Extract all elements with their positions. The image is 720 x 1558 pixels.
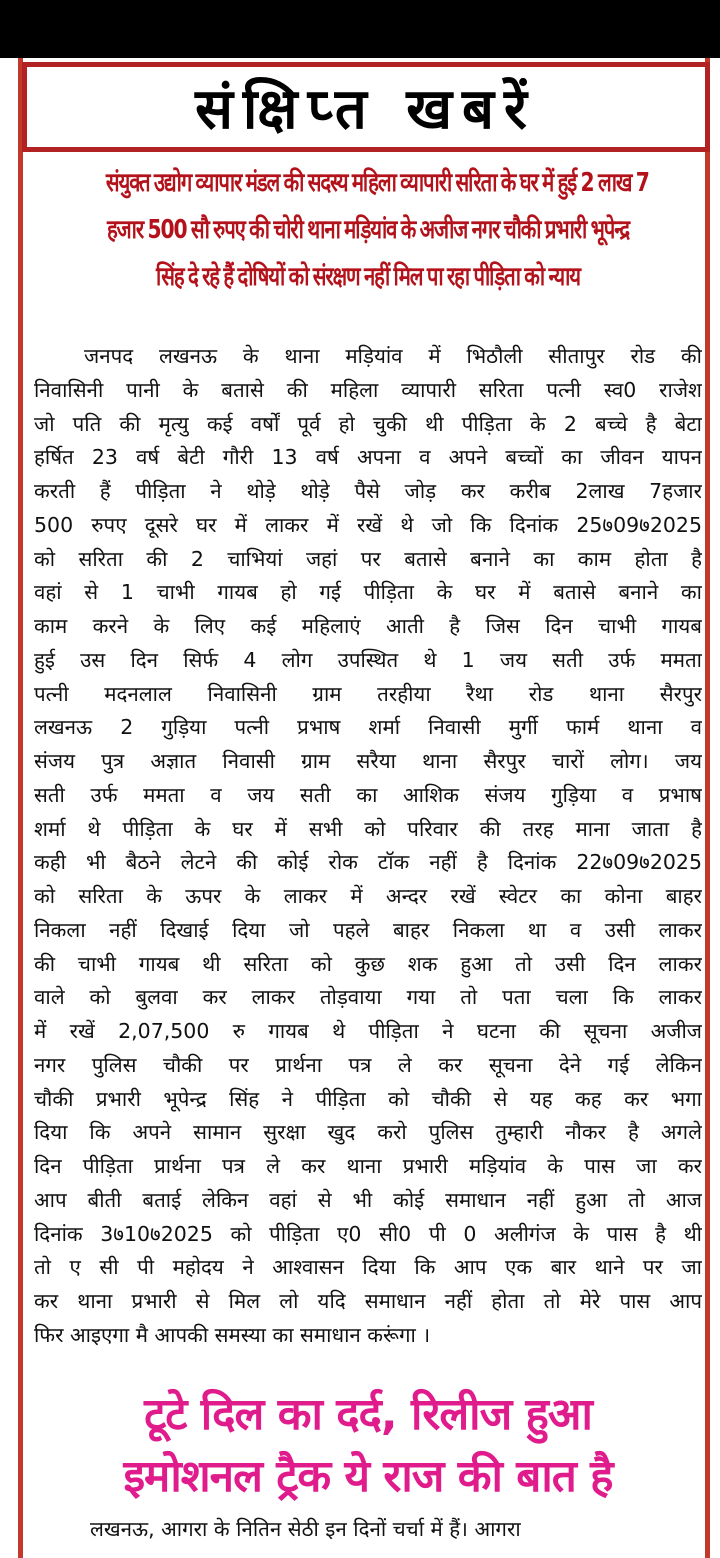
article-line: में रखें 2,07,500 रु गायब थे पीड़िता ने घटना की सूचना अजीज: [34, 1019, 702, 1043]
article-line: वाले को बुलवा कर लाकर तोड़वाया गया तो पता चला कि लाकर: [34, 985, 702, 1010]
article-body: [34, 340, 702, 1353]
article-line: कही भी बैठने लेटने की कोई रोक टॉक नहीं है दिनांक 22७09७2025: [34, 850, 702, 875]
article-line: 500 रुपए दूसरे घर में लाकर में रखें थे जो कि दिनांक 25७09७2025: [34, 512, 702, 537]
news-headline: [105, 160, 649, 300]
headline-line: हजार 500 सौ रुपए की चोरी थाना मड़ियांव के अजीज नगर चौकी प्रभारी भूपेन्द्र: [106, 214, 630, 245]
article-line: को सरिता के ऊपर के लाकर में अन्दर रखें स्वेटर का कोना बाहर: [34, 884, 702, 908]
article-line: सती उर्फ ममता व जय सती का आशिक संजय गुड़िया व प्रभाष: [34, 782, 702, 807]
headline-line: संयुक्त उद्योग व्यापार मंडल की सदस्य महिला व्यापारी सरिता के घर में हुई 2 लाख 7: [105, 168, 649, 198]
article-line: दिनांक 3७10७2025 को पीड़िता ए0 सी0 पी 0 अलीगंज के पास है थी: [34, 1221, 702, 1246]
subhead-line: टूटे दिल का दर्द, रिलीज हुआ: [144, 1389, 592, 1440]
article-line: हुई उस दिन सिर्फ 4 लोग उपस्थित थे 1 जय सती उर्फ ममता: [34, 647, 702, 672]
article-line: जो पति की मृत्यु कई वर्षों पूर्व हो चुकी थी पीड़िता के 2 बच्चे है बेटा: [34, 411, 702, 436]
article-line: हर्षित 23 वर्ष बेटी गौरी 13 वर्ष अपना व अपने बच्चों का जीवन यापन: [34, 445, 702, 470]
masthead-title: संक्षिप्त खबरें: [195, 76, 537, 142]
article-line: दिया कि अपने सामान सुरक्षा खुद करो पुलिस तुम्हारी नौकर है अगले: [34, 1120, 702, 1145]
article-line: काम करने के लिए कई महिलाएं आती है जिस दिन चाभी गायब: [34, 614, 702, 638]
masthead-box: [22, 62, 710, 152]
article-line: फिर आइएगा मै आपकी समस्या का समाधान करूंगा ।: [34, 1322, 431, 1347]
second-story-text: लखनऊ, आगरा के नितिन सेठी इन दिनों चर्चा में हैं। आगरा: [90, 1517, 521, 1541]
article-line: वहां से 1 चाभी गायब हो गई पीड़िता के घर में बतासे बनाने का: [34, 580, 702, 605]
article-line: पत्नी मदनलाल निवासिनी ग्राम तरहीया रैथा रोड थाना सैरपुर: [34, 681, 702, 706]
article-line: निवासिनी पानी के बतासे की महिला व्यापारी सरिता पत्नी स्व0 राजेश: [34, 377, 702, 402]
article-line: कर थाना प्रभारी से मिल लो यदि समाधान नहीं होता तो मेरे पास आप: [34, 1289, 702, 1313]
article-line: को सरिता की 2 चाभियां जहां पर बतासे बनाने का काम होता है: [34, 546, 702, 571]
article-line: करती हैं पीड़िता ने थोड़े थोड़े पैसे जोड़ कर करीब 2लाख 7हजार: [34, 479, 702, 503]
article-line: लखनऊ 2 गुड़िया पत्नी प्रभाष शर्मा निवासी मुर्गी फार्म थाना व: [34, 715, 702, 740]
article-line: चौकी प्रभारी भूपेन्द्र सिंह ने पीड़िता को चौकी से यह कह कर भगा: [34, 1086, 702, 1111]
second-story-headline: [30, 1384, 706, 1508]
article-line: दिन पीड़िता प्रार्थना पत्र ले कर थाना प्रभारी मड़ियांव के पास जा कर: [34, 1154, 702, 1178]
article-line: निकला नहीं दिखाई दिया जो पहले बाहर निकला था व उसी लाकर: [34, 917, 702, 942]
article-line: जनपद लखनऊ के थाना मड़ियांव में भिठौली सीतापुर रोड की: [84, 344, 702, 368]
top-status-bar: [0, 0, 720, 58]
article-line: नगर पुलिस चौकी पर प्रार्थना पत्र ले कर सूचना देने गई लेकिन: [34, 1052, 702, 1077]
article-line: संजय पुत्र अज्ञात निवासी ग्राम सरैया थाना सैरपुर चारों लोग। जय: [34, 749, 702, 773]
article-line: शर्मा थे पीड़िता के घर में सभी को परिवार की तरह माना जाता है: [34, 816, 702, 841]
headline-line: सिंह दे रहे हैं दोषियों को संरक्षण नहीं मिल पा रहा पीड़िता को न्याय: [156, 261, 580, 292]
article-line: आप बीती बताई लेकिन वहां से भी कोई समाधान नहीं हुआ तो आज: [34, 1187, 702, 1212]
article-line: की चाभी गायब थी सरिता को कुछ शक हुआ तो उसी दिन लाकर: [34, 951, 702, 976]
subhead-line: इमोशनल ट्रैक ये राज की बात है: [123, 1451, 613, 1502]
article-line: तो ए सी पी महोदय ने आश्वासन दिया कि आप एक बार थाने पर जा: [34, 1255, 702, 1280]
